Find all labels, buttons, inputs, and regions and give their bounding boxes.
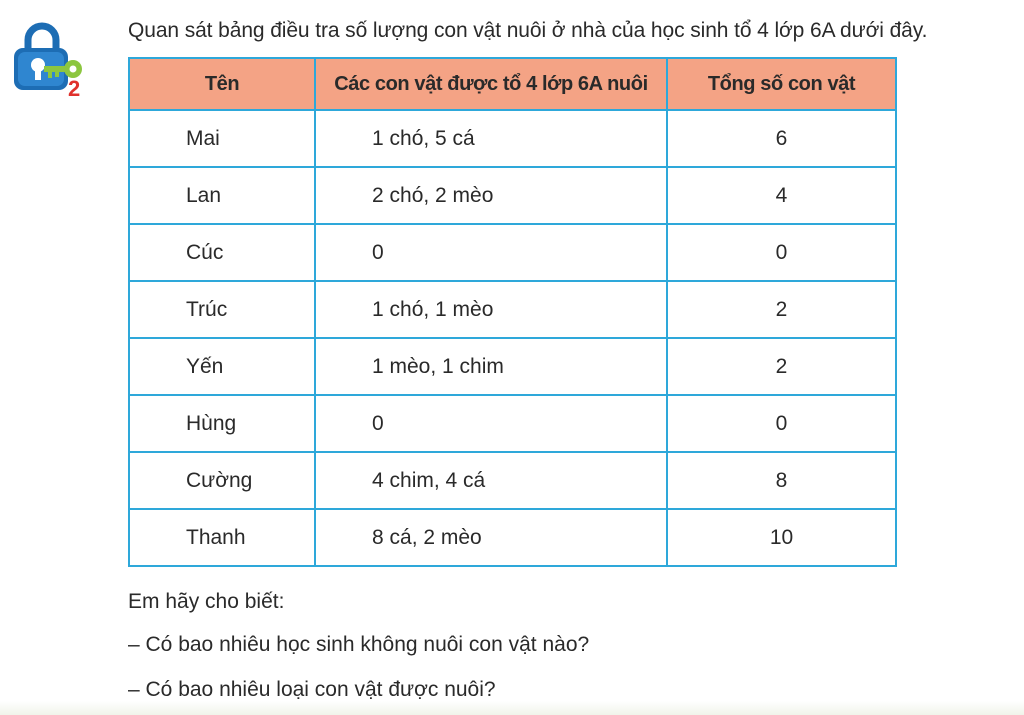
cell-total: 0 <box>667 395 896 452</box>
exercise-number: 2 <box>68 76 81 101</box>
cell-total: 10 <box>667 509 896 566</box>
cell-total: 2 <box>667 281 896 338</box>
cell-name: Cúc <box>129 224 315 281</box>
cell-name: Mai <box>129 110 315 167</box>
cell-name: Thanh <box>129 509 315 566</box>
cell-name: Trúc <box>129 281 315 338</box>
cell-name: Cường <box>129 452 315 509</box>
cell-pets: 1 chó, 5 cá <box>315 110 667 167</box>
cell-pets: 8 cá, 2 mèo <box>315 509 667 566</box>
exercise-intro: Quan sát bảng điều tra số lượng con vật nuôi ở nhà của học sinh tổ 4 lớp 6A dưới đây. <box>128 19 928 42</box>
cell-pets: 1 mèo, 1 chim <box>315 338 667 395</box>
table-row <box>129 509 896 566</box>
exercise-badge <box>10 18 90 101</box>
cell-total: 2 <box>667 338 896 395</box>
cell-pets: 0 <box>315 224 667 281</box>
cell-total: 4 <box>667 167 896 224</box>
cell-name: Yến <box>129 338 315 395</box>
table-header-row <box>129 58 896 110</box>
header-total: Tổng số con vật <box>667 58 896 110</box>
cell-pets: 4 chim, 4 cá <box>315 452 667 509</box>
cell-pets: 0 <box>315 395 667 452</box>
survey-table <box>128 57 897 567</box>
question-prompt: Em hãy cho biết: <box>128 590 285 613</box>
cell-total: 6 <box>667 110 896 167</box>
cell-total: 8 <box>667 452 896 509</box>
cell-pets: 1 chó, 1 mèo <box>315 281 667 338</box>
table-row <box>129 224 896 281</box>
header-name: Tên <box>129 58 315 110</box>
table-row <box>129 167 896 224</box>
question-item: – Có bao nhiêu loại con vật được nuôi? <box>128 678 496 701</box>
page-bottom-fade <box>0 701 1024 715</box>
table-row <box>129 452 896 509</box>
table-row <box>129 338 896 395</box>
table-row <box>129 110 896 167</box>
cell-total: 0 <box>667 224 896 281</box>
table-row <box>129 395 896 452</box>
cell-pets: 2 chó, 2 mèo <box>315 167 667 224</box>
header-pets: Các con vật được tổ 4 lớp 6A nuôi <box>315 58 667 110</box>
cell-name: Hùng <box>129 395 315 452</box>
cell-name: Lan <box>129 167 315 224</box>
question-item: – Có bao nhiêu học sinh không nuôi con vật nào? <box>128 633 590 656</box>
table-row <box>129 281 896 338</box>
